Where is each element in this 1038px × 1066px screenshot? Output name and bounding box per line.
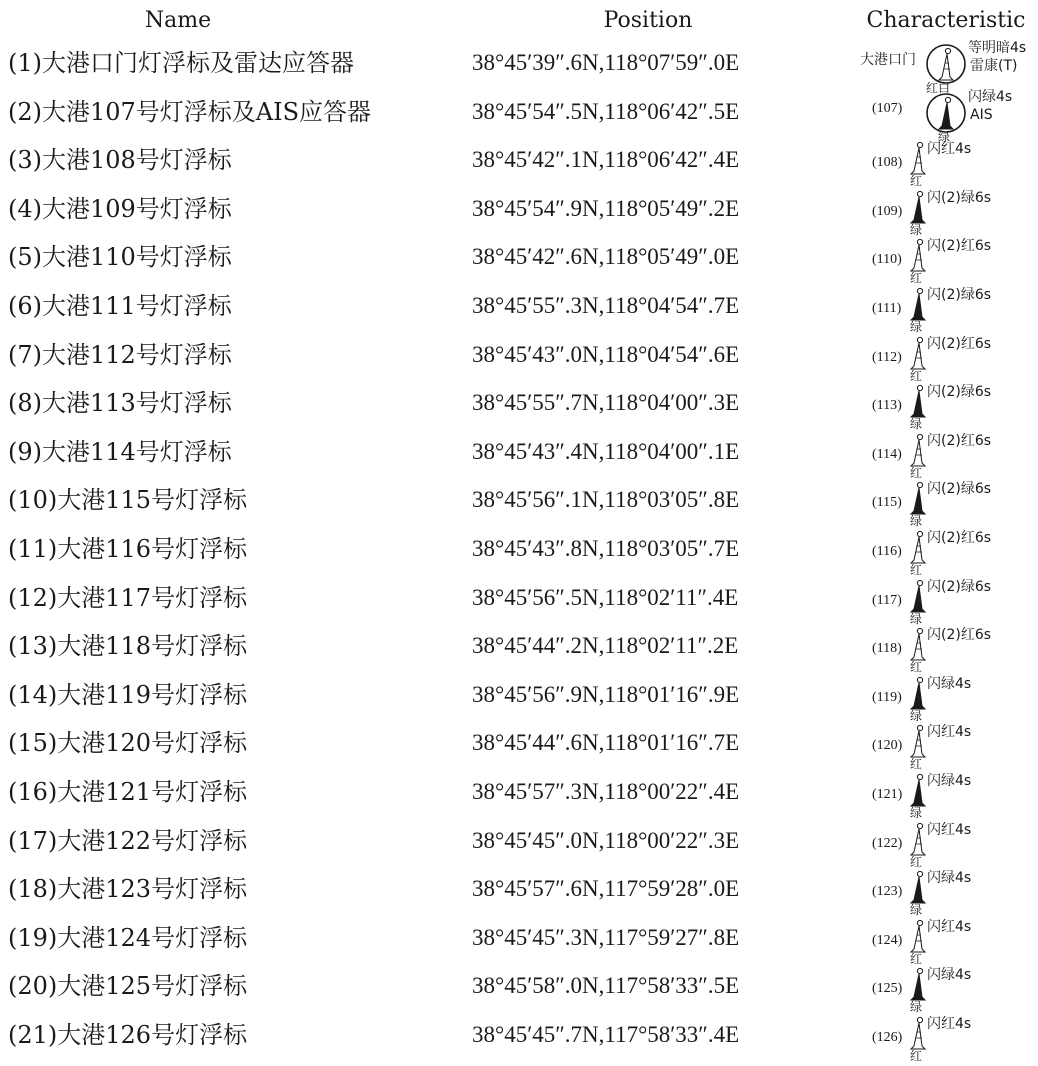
green-buoy-icon xyxy=(909,676,927,710)
buoy-color-label: 红 xyxy=(910,951,923,966)
buoy-color-label: 红白 xyxy=(926,81,951,95)
buoy-name: (6)大港111号灯浮标 xyxy=(8,292,232,320)
buoy-characteristic xyxy=(860,236,1036,286)
header-name: Name xyxy=(144,8,212,33)
table-row xyxy=(0,868,1038,918)
table-row xyxy=(0,625,1038,675)
buoy-name: (19)大港124号灯浮标 xyxy=(8,923,248,952)
buoy-name: (13)大港118号灯浮标 xyxy=(8,632,248,661)
buoy-position: 38°45′43″.8N,118°03′05″.7E xyxy=(472,536,740,561)
buoy-name: (7)大港112号灯浮标 xyxy=(8,340,232,369)
buoy-label: (115) xyxy=(872,495,902,511)
red-buoy-icon xyxy=(909,238,927,272)
buoy-characteristic xyxy=(860,965,1036,1015)
table-row xyxy=(0,382,1038,432)
buoy-characteristic xyxy=(860,577,1036,626)
light-characteristic: 闪(2)绿6s xyxy=(927,287,992,303)
table-row xyxy=(0,334,1038,383)
buoy-label: (113) xyxy=(872,398,902,414)
green-buoy-icon xyxy=(909,967,927,1001)
buoy-position: 38°45′55″.3N,118°04′54″.7E xyxy=(472,293,740,318)
table-row xyxy=(0,528,1038,577)
buoy-label: (120) xyxy=(872,738,903,754)
buoy-color-label: 绿 xyxy=(910,320,923,334)
light-characteristic: 闪绿4s xyxy=(927,773,972,789)
buoy-label: (125) xyxy=(872,981,903,997)
light-characteristic: 闪(2)红6s xyxy=(927,238,992,255)
buoy-position: 38°45′39″.6N,118°07′59″.0E xyxy=(472,50,740,75)
light-characteristic: 闪(2)红6s xyxy=(927,530,992,546)
table-row xyxy=(0,188,1038,237)
light-characteristic: 闪(2)红6s xyxy=(927,627,992,644)
red-buoy-icon xyxy=(909,141,927,175)
green-buoy-icon xyxy=(909,773,927,807)
table-row xyxy=(0,771,1038,820)
light-characteristic: 闪绿4s xyxy=(927,675,972,692)
buoy-position: 38°45′43″.0N,118°04′54″.6E xyxy=(472,341,740,367)
green-buoy-icon xyxy=(909,579,927,613)
light-characteristic: 闪(2)红6s xyxy=(927,432,992,449)
buoy-name: (2)大港107号灯浮标及AIS应答器 xyxy=(8,97,372,126)
buoy-label: (121) xyxy=(872,787,903,802)
buoy-label: (117) xyxy=(872,592,902,608)
buoy-position: 38°45′45″.7N,117°58′33″.4E xyxy=(472,1022,740,1047)
buoy-color-label: 绿 xyxy=(910,903,923,918)
buoy-characteristic xyxy=(860,528,1036,577)
buoy-label: (110) xyxy=(872,252,902,268)
buoy-name: (3)大港108号灯浮标 xyxy=(8,146,232,175)
buoy-name: (12)大港117号灯浮标 xyxy=(8,583,248,612)
table-row xyxy=(0,577,1038,626)
red-buoy-icon xyxy=(909,627,927,661)
light-characteristic: 闪红4s xyxy=(927,821,972,838)
table-row xyxy=(0,1014,1038,1063)
light-characteristic: 闪绿4s xyxy=(927,870,972,887)
red-buoy-icon xyxy=(909,822,927,856)
buoy-position: 38°45′54″.9N,118°05′49″.2E xyxy=(472,195,740,221)
buoy-color-label: 绿 xyxy=(910,611,923,626)
light-characteristic: 闪红4s xyxy=(927,918,972,935)
buoy-label: (126) xyxy=(872,1030,903,1045)
table-row xyxy=(0,40,1038,95)
table-row xyxy=(0,479,1038,529)
table-row xyxy=(0,820,1038,869)
buoy-name: (4)大港109号灯浮标 xyxy=(8,194,232,223)
light-characteristic: 闪红4s xyxy=(927,724,972,741)
buoy-color-label: 红 xyxy=(910,854,923,869)
light-characteristic: 闪红4s xyxy=(927,141,972,158)
red-buoy-icon xyxy=(909,530,927,564)
table-row xyxy=(0,674,1038,723)
buoy-color-label: 绿 xyxy=(938,129,951,144)
racon-code: 雷康(T) xyxy=(970,58,1018,74)
buoy-label: (112) xyxy=(872,349,902,365)
buoy-characteristic xyxy=(860,868,1036,918)
buoy-characteristic xyxy=(860,40,1036,95)
red-buoy-icon xyxy=(909,919,927,953)
buoy-name: (5)大港110号灯浮标 xyxy=(8,243,232,272)
buoy-position: 38°45′56″.9N,118°01′16″.9E xyxy=(472,681,740,707)
buoy-position: 38°45′43″.4N,118°04′00″.1E xyxy=(472,438,740,464)
buoy-color-label: 红 xyxy=(910,757,923,772)
light-characteristic: 等明暗4s xyxy=(968,40,1027,56)
red-buoy-icon xyxy=(937,47,955,81)
buoy-label: (118) xyxy=(872,641,902,657)
buoy-characteristic xyxy=(860,139,1036,189)
light-characteristic: 闪(2)绿6s xyxy=(927,481,992,498)
buoy-label: (111) xyxy=(872,301,902,316)
buoy-characteristic xyxy=(860,820,1036,869)
green-buoy-icon xyxy=(937,96,955,130)
table-row xyxy=(0,431,1038,480)
buoy-characteristic xyxy=(860,722,1036,772)
buoy-characteristic xyxy=(860,917,1036,966)
buoy-color-label: 红 xyxy=(910,465,923,480)
green-buoy-icon xyxy=(909,481,927,515)
buoy-position: 38°45′58″.0N,117°58′33″.5E xyxy=(472,973,740,999)
buoy-name: (17)大港122号灯浮标 xyxy=(8,826,248,855)
buoy-characteristic xyxy=(860,188,1036,237)
light-characteristic: 闪绿4s xyxy=(927,967,972,984)
buoy-position: 38°45′44″.6N,118°01′16″.7E xyxy=(472,730,740,756)
table-row xyxy=(0,917,1038,966)
light-characteristic: 闪(2)绿6s xyxy=(927,384,992,401)
buoy-color-label: 绿 xyxy=(910,514,923,529)
header-position: Position xyxy=(603,8,693,33)
light-characteristic: 闪(2)绿6s xyxy=(927,578,992,595)
buoy-name: (1)大港口门灯浮标及雷达应答器 xyxy=(8,49,354,77)
red-buoy-icon xyxy=(909,1016,927,1050)
table-row xyxy=(0,285,1038,334)
buoy-label: (119) xyxy=(872,689,902,705)
buoy-characteristic xyxy=(860,431,1036,480)
table-header xyxy=(0,6,1038,40)
green-buoy-icon xyxy=(909,870,927,904)
buoy-name: (16)大港121号灯浮标 xyxy=(8,778,248,806)
buoy-position: 38°45′57″.3N,118°00′22″.4E xyxy=(472,779,740,804)
buoy-label: (109) xyxy=(872,203,903,219)
buoy-position: 38°45′45″.0N,118°00′22″.3E xyxy=(472,827,740,853)
buoy-name: (20)大港125号灯浮标 xyxy=(8,972,248,1001)
green-buoy-icon xyxy=(909,384,927,418)
buoy-name: (8)大港113号灯浮标 xyxy=(8,389,232,418)
light-characteristic: 闪绿4s xyxy=(968,88,1013,105)
buoy-label: (123) xyxy=(872,884,903,900)
buoy-name: (15)大港120号灯浮标 xyxy=(8,729,248,758)
buoy-name: (10)大港115号灯浮标 xyxy=(8,486,248,515)
buoy-color-label: 红 xyxy=(910,174,923,189)
buoy-position: 38°45′42″.6N,118°05′49″.0E xyxy=(472,244,740,270)
buoy-label: (116) xyxy=(872,544,902,559)
buoy-color-label: 绿 xyxy=(910,417,923,432)
buoy-color-label: 绿 xyxy=(910,1000,923,1015)
buoy-characteristic xyxy=(860,771,1036,820)
table-row xyxy=(0,722,1038,772)
buoy-color-label: 红 xyxy=(910,660,923,675)
buoy-name: (11)大港116号灯浮标 xyxy=(8,535,248,563)
buoy-characteristic xyxy=(860,479,1036,529)
buoy-characteristic xyxy=(860,1014,1036,1063)
table-row xyxy=(0,139,1038,189)
buoy-position: 38°45′56″.1N,118°03′05″.8E xyxy=(472,487,740,513)
buoy-label: (122) xyxy=(872,835,903,851)
buoy-characteristic xyxy=(860,285,1036,334)
buoy-position: 38°45′45″.3N,117°59′27″.8E xyxy=(472,924,740,950)
light-characteristic: 闪红4s xyxy=(927,1016,972,1032)
buoy-position: 38°45′54″.5N,118°06′42″.5E xyxy=(472,98,740,124)
buoy-label: (124) xyxy=(872,932,903,948)
buoy-characteristic xyxy=(860,334,1036,383)
green-buoy-icon xyxy=(909,190,927,224)
buoy-color-label: 红 xyxy=(910,563,923,577)
buoy-position: 38°45′56″.5N,118°02′11″.4E xyxy=(472,584,739,610)
buoy-label: (108) xyxy=(872,155,903,171)
ais-label: AIS xyxy=(970,106,993,123)
buoy-color-label: 绿 xyxy=(910,708,923,723)
red-buoy-icon xyxy=(909,433,927,467)
buoy-characteristic xyxy=(860,382,1036,432)
red-buoy-icon xyxy=(909,336,927,370)
buoy-name: (14)大港119号灯浮标 xyxy=(8,680,248,709)
green-buoy-icon xyxy=(909,287,927,321)
buoy-label: (107) xyxy=(872,100,903,116)
buoy-name: (18)大港123号灯浮标 xyxy=(8,875,248,904)
buoy-position: 38°45′44″.2N,118°02′11″.2E xyxy=(472,633,739,659)
buoy-position: 38°45′42″.1N,118°06′42″.4E xyxy=(472,147,740,173)
table-row xyxy=(0,965,1038,1015)
buoy-name: (21)大港126号灯浮标 xyxy=(8,1021,248,1049)
buoy-label: 大港口门 xyxy=(860,52,916,68)
buoy-color-label: 绿 xyxy=(910,222,923,237)
buoy-characteristic xyxy=(860,674,1036,723)
buoy-color-label: 红 xyxy=(910,368,923,383)
buoy-name: (9)大港114号灯浮标 xyxy=(8,437,232,466)
buoy-label: (114) xyxy=(872,446,902,462)
table-row xyxy=(0,236,1038,286)
buoy-color-label: 红 xyxy=(910,1049,923,1063)
buoy-position: 38°45′57″.6N,117°59′28″.0E xyxy=(472,876,740,902)
buoy-characteristic xyxy=(860,625,1036,675)
header-characteristic: Characteristic xyxy=(866,8,1026,33)
buoy-color-label: 红 xyxy=(910,271,923,286)
buoy-color-label: 绿 xyxy=(910,806,923,820)
light-characteristic: 闪(2)绿6s xyxy=(927,189,992,206)
buoy-position: 38°45′55″.7N,118°04′00″.3E xyxy=(472,390,740,416)
light-characteristic: 闪(2)红6s xyxy=(927,335,992,352)
red-buoy-icon xyxy=(909,724,927,758)
